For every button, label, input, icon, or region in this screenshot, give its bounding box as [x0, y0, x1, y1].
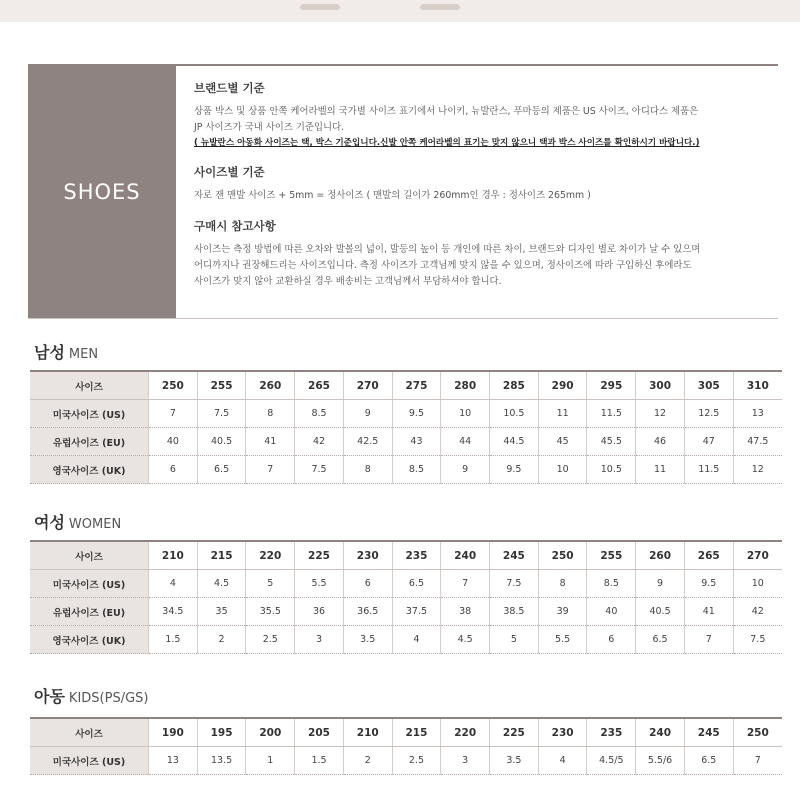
size-cell: 2: [197, 626, 246, 654]
size-cell: 8.5: [392, 456, 441, 484]
size-cell: 10.5: [587, 456, 636, 484]
size-cell: 40.5: [197, 428, 246, 456]
size-cell: 6: [149, 456, 198, 484]
size-cell: 6: [587, 626, 636, 654]
row-label: 사이즈: [30, 371, 149, 400]
size-cell: 4.5: [441, 626, 490, 654]
size-cell: 9: [343, 400, 392, 428]
size-cell: 45: [538, 428, 587, 456]
size-cell: 190: [149, 718, 198, 747]
size-cell: 250: [733, 718, 782, 747]
size-cell: 10: [733, 570, 782, 598]
size-cell: 44.5: [490, 428, 539, 456]
category-label: SHOES: [63, 180, 141, 204]
size-cell: 245: [490, 541, 539, 570]
size-cell: 3: [441, 747, 490, 775]
size-cell: 1: [246, 747, 295, 775]
size-row: [30, 747, 782, 775]
size-cell: 195: [197, 718, 246, 747]
size-cell: 280: [441, 371, 490, 400]
row-label: 미국사이즈 (US): [30, 747, 149, 775]
size-cell: 5.5/6: [636, 747, 685, 775]
size-cell: 8: [538, 570, 587, 598]
size-cell: 36.5: [343, 598, 392, 626]
size-cell: 47: [684, 428, 733, 456]
size-cell: 3: [295, 626, 344, 654]
size-cell: 11: [636, 456, 685, 484]
size-cell: 7: [246, 456, 295, 484]
size-cell: 12: [636, 400, 685, 428]
men-title-ko: 남성: [34, 343, 65, 362]
purchase-notes-heading: 구매시 참고사항: [194, 219, 276, 233]
info-body: [194, 80, 774, 290]
row-label: 사이즈: [30, 541, 149, 570]
size-cell: 6: [343, 570, 392, 598]
size-cell: 46: [636, 428, 685, 456]
size-cell: 7: [149, 400, 198, 428]
size-cell: 8.5: [587, 570, 636, 598]
size-cell: 220: [441, 718, 490, 747]
men-heading: [34, 340, 98, 363]
size-cell: 8: [343, 456, 392, 484]
size-cell: 6.5: [197, 456, 246, 484]
size-cell: 9.5: [684, 570, 733, 598]
banner-mark: [300, 4, 340, 10]
size-cell: 43: [392, 428, 441, 456]
size-cell: 40.5: [636, 598, 685, 626]
size-cell: 45.5: [587, 428, 636, 456]
kids-size-table: [30, 717, 782, 775]
size-cell: 270: [733, 541, 782, 570]
size-cell: 13: [149, 747, 198, 775]
size-cell: 10: [441, 400, 490, 428]
size-guide-info: [28, 64, 778, 319]
size-cell: 255: [197, 371, 246, 400]
size-cell: 11: [538, 400, 587, 428]
kids-title-en: KIDS(PS/GS): [68, 691, 149, 706]
size-cell: 2: [343, 747, 392, 775]
size-cell: 8: [246, 400, 295, 428]
size-cell: 7: [733, 747, 782, 775]
size-cell: 210: [149, 541, 198, 570]
size-cell: 35.5: [246, 598, 295, 626]
size-cell: 2.5: [392, 747, 441, 775]
purchase-notes-line: 사이즈는 측정 방법에 따른 오차와 발볼의 넓이, 발등의 높이 등 개인에 따른 차이, 브랜드와 디자인 별로 차이가 날 수 있으며: [194, 244, 701, 255]
size-header-row: [30, 371, 782, 400]
size-cell: 35: [197, 598, 246, 626]
size-cell: 310: [733, 371, 782, 400]
size-cell: 5: [490, 626, 539, 654]
size-row: [30, 570, 782, 598]
size-cell: 5.5: [295, 570, 344, 598]
women-size-table: [30, 540, 782, 654]
size-cell: 5: [246, 570, 295, 598]
size-cell: 285: [490, 371, 539, 400]
size-cell: 40: [149, 428, 198, 456]
row-label: 영국사이즈 (UK): [30, 456, 149, 484]
size-cell: 3.5: [490, 747, 539, 775]
size-cell: 40: [587, 598, 636, 626]
size-cell: 4.5: [197, 570, 246, 598]
size-cell: 9: [636, 570, 685, 598]
size-cell: 9.5: [490, 456, 539, 484]
size-cell: 7: [441, 570, 490, 598]
size-cell: 210: [343, 718, 392, 747]
size-cell: 7.5: [490, 570, 539, 598]
purchase-notes-line: 사이즈가 맞지 않아 교환하실 경우 배송비는 고객님께서 부담하셔야 합니다.: [194, 276, 502, 287]
brand-standard-line: JP 사이즈가 국내 사이즈 기준입니다.: [194, 122, 345, 133]
size-row: [30, 428, 782, 456]
size-cell: 225: [295, 541, 344, 570]
size-cell: 9.5: [392, 400, 441, 428]
size-cell: 265: [295, 371, 344, 400]
size-cell: 200: [246, 718, 295, 747]
size-standard-heading: 사이즈별 기준: [194, 165, 265, 179]
size-cell: 10: [538, 456, 587, 484]
size-cell: 13: [733, 400, 782, 428]
size-cell: 260: [246, 371, 295, 400]
kids-title-ko: 아동: [34, 687, 65, 706]
size-cell: 10.5: [490, 400, 539, 428]
size-cell: 255: [587, 541, 636, 570]
size-cell: 42: [295, 428, 344, 456]
size-cell: 7.5: [733, 626, 782, 654]
size-cell: 305: [684, 371, 733, 400]
size-cell: 290: [538, 371, 587, 400]
top-banner: [0, 0, 800, 22]
size-cell: 6.5: [636, 626, 685, 654]
size-cell: 39: [538, 598, 587, 626]
size-row: [30, 598, 782, 626]
size-cell: 2.5: [246, 626, 295, 654]
size-cell: 235: [587, 718, 636, 747]
size-cell: 7.5: [295, 456, 344, 484]
men-title-en: MEN: [68, 347, 99, 362]
brand-standard-heading: 브랜드별 기준: [194, 81, 265, 95]
row-label: 미국사이즈 (US): [30, 400, 149, 428]
size-cell: 215: [392, 718, 441, 747]
women-title-ko: 여성: [34, 513, 65, 532]
size-cell: 205: [295, 718, 344, 747]
brand-standard-note: ( 뉴발란스 아동화 사이즈는 택, 박스 기준입니다.신발 안쪽 케어라벨의 표기는 맞지 않으니 택과 박스 사이즈를 확인하시기 바랍니다.): [194, 138, 700, 148]
size-cell: 240: [636, 718, 685, 747]
size-cell: 275: [392, 371, 441, 400]
size-cell: 230: [343, 541, 392, 570]
size-cell: 250: [538, 541, 587, 570]
size-cell: 42.5: [343, 428, 392, 456]
size-cell: 36: [295, 598, 344, 626]
size-cell: 4: [149, 570, 198, 598]
size-cell: 11.5: [587, 400, 636, 428]
row-label: 유럽사이즈 (EU): [30, 598, 149, 626]
size-standard-line: 자로 잰 맨발 사이즈 + 5mm = 정사이즈 ( 맨발의 길이가 260mm인 경우 : 정사이즈 265mm ): [194, 190, 591, 201]
size-header-row: [30, 541, 782, 570]
size-cell: 12.5: [684, 400, 733, 428]
size-cell: 42: [733, 598, 782, 626]
brand-standard-line: 상품 박스 및 상품 안쪽 케어라벨의 국가별 사이즈 표기에서 나이키, 뉴발란스, 푸마등의 제품은 US 사이즈, 아디다스 제품은: [194, 106, 699, 117]
size-cell: 41: [246, 428, 295, 456]
size-cell: 4: [538, 747, 587, 775]
size-cell: 38.5: [490, 598, 539, 626]
size-cell: 220: [246, 541, 295, 570]
row-label: 영국사이즈 (UK): [30, 626, 149, 654]
purchase-notes-line: 어디까지나 권장해드리는 사이즈입니다. 측정 사이즈가 고객님께 맞지 않을 수 있으며, 정사이즈에 따라 구입하신 후에라도: [194, 260, 692, 271]
size-header-row: [30, 718, 782, 747]
size-cell: 240: [441, 541, 490, 570]
size-cell: 1.5: [149, 626, 198, 654]
size-cell: 1.5: [295, 747, 344, 775]
size-cell: 34.5: [149, 598, 198, 626]
size-cell: 4.5/5: [587, 747, 636, 775]
size-cell: 295: [587, 371, 636, 400]
size-cell: 12: [733, 456, 782, 484]
size-cell: 41: [684, 598, 733, 626]
size-cell: 245: [684, 718, 733, 747]
size-cell: 5.5: [538, 626, 587, 654]
women-heading: [34, 510, 121, 533]
size-cell: 6.5: [392, 570, 441, 598]
size-cell: 44: [441, 428, 490, 456]
size-cell: 4: [392, 626, 441, 654]
size-cell: 38: [441, 598, 490, 626]
size-cell: 9: [441, 456, 490, 484]
size-cell: 7.5: [197, 400, 246, 428]
size-cell: 225: [490, 718, 539, 747]
size-row: [30, 626, 782, 654]
size-row: [30, 456, 782, 484]
row-label: 유럽사이즈 (EU): [30, 428, 149, 456]
category-box: [28, 66, 176, 318]
size-cell: 230: [538, 718, 587, 747]
size-cell: 260: [636, 541, 685, 570]
kids-heading: [34, 684, 148, 707]
size-row: [30, 400, 782, 428]
size-cell: 8.5: [295, 400, 344, 428]
size-cell: 270: [343, 371, 392, 400]
size-cell: 13.5: [197, 747, 246, 775]
size-cell: 265: [684, 541, 733, 570]
row-label: 미국사이즈 (US): [30, 570, 149, 598]
size-cell: 37.5: [392, 598, 441, 626]
banner-mark: [420, 4, 460, 10]
size-cell: 6.5: [684, 747, 733, 775]
size-cell: 7: [684, 626, 733, 654]
size-cell: 215: [197, 541, 246, 570]
men-size-table: [30, 370, 782, 484]
size-cell: 47.5: [733, 428, 782, 456]
size-cell: 235: [392, 541, 441, 570]
size-cell: 300: [636, 371, 685, 400]
size-cell: 3.5: [343, 626, 392, 654]
women-title-en: WOMEN: [68, 517, 122, 532]
size-cell: 11.5: [684, 456, 733, 484]
size-cell: 250: [149, 371, 198, 400]
row-label: 사이즈: [30, 718, 149, 747]
